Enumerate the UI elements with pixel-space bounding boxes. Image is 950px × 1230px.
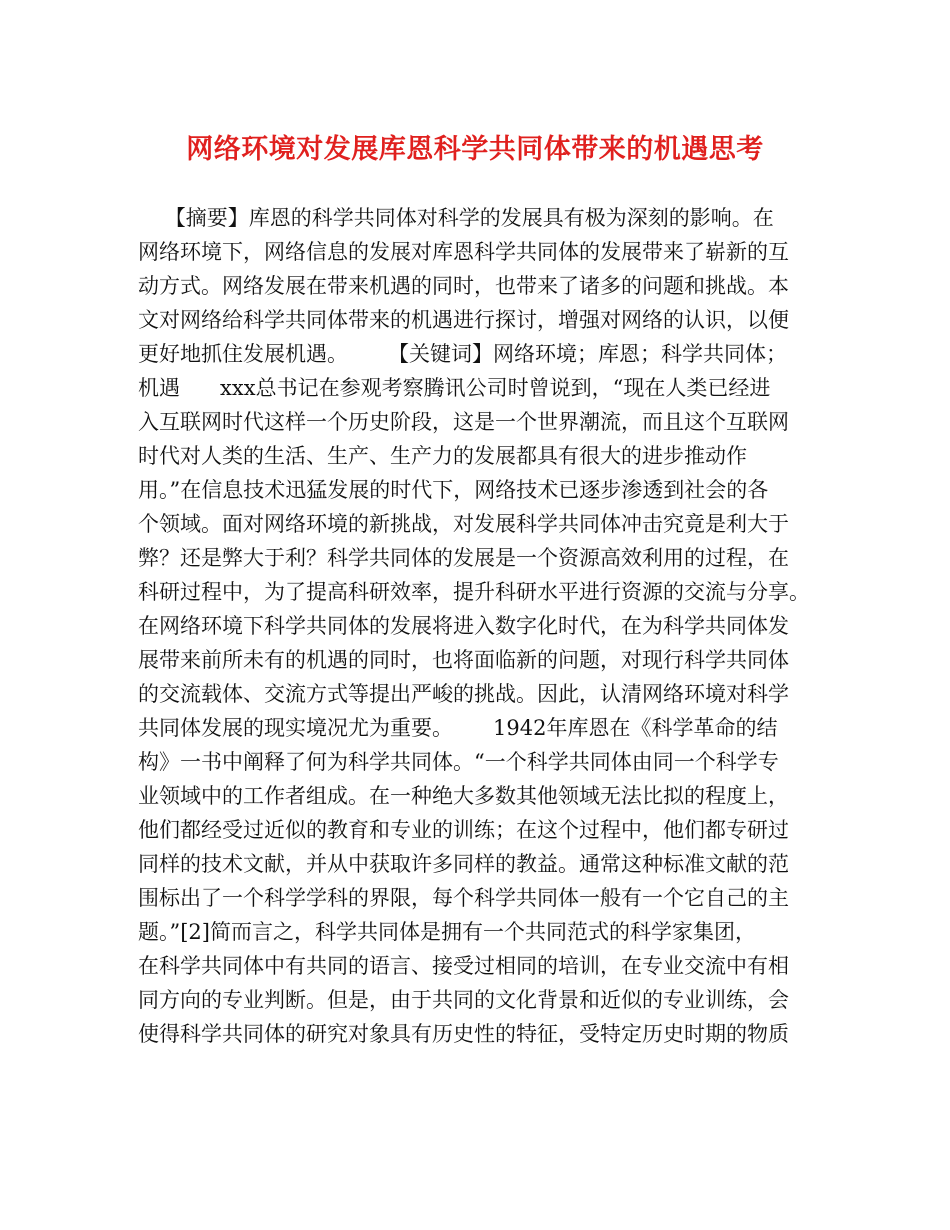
body-line: 动方式。网络发展在带来机遇的同时，也带来了诸多的问题和挑战。本 xyxy=(138,274,789,298)
body-line: 业领域中的工作者组成。在一种绝大多数其他领域无法比拟的程度上， xyxy=(138,784,789,808)
body-line: 时代对人类的生活、生产、生产力的发展都具有很大的进步推动作 xyxy=(138,444,747,468)
body-line: 科研过程中，为了提高科研效率，提升科研水平进行资源的交流与分享。 xyxy=(138,580,810,604)
body-line: 同样的技术文献，并从中获取许多同样的教益。通常这种标准文献的范 xyxy=(138,852,789,876)
body-line: 弊？还是弊大于利？科学共同体的发展是一个资源高效利用的过程，在 xyxy=(138,546,789,570)
body-line: 【摘要】库恩的科学共同体对科学的发展具有极为深刻的影响。在 xyxy=(138,206,774,230)
document-body xyxy=(138,201,828,1051)
body-line: 构》一书中阐释了何为科学共同体。“一个科学共同体由同一个科学专 xyxy=(138,750,779,774)
body-line: 在科学共同体中有共同的语言、接受过相同的培训，在专业交流中有相 xyxy=(138,954,789,978)
body-line: 的交流载体、交流方式等提出严峻的挑战。因此，认清网络环境对科学 xyxy=(138,682,789,706)
body-line: 共同体发展的现实境况尤为重要。 1942年库恩在《科学革命的结 xyxy=(138,716,778,740)
body-line: 文对网络给科学共同体带来的机遇进行探讨，增强对网络的认识，以便 xyxy=(138,308,789,332)
body-line: 同方向的专业判断。但是，由于共同的文化背景和近似的专业训练，会 xyxy=(138,988,789,1012)
body-line: 在网络环境下科学共同体的发展将进入数字化时代，在为科学共同体发 xyxy=(138,614,789,638)
body-line: 用。”在信息技术迅猛发展的时代下，网络技术已逐步渗透到社会的各 xyxy=(138,478,769,502)
body-line: 个领域。面对网络环境的新挑战，对发展科学共同体冲击究竟是利大于 xyxy=(138,512,789,536)
body-line: 围标出了一个科学学科的界限，每个科学共同体一般有一个它自己的主 xyxy=(138,886,789,910)
body-line: 题。”[2]简而言之，科学共同体是拥有一个共同范式的科学家集团， xyxy=(138,920,756,944)
body-line: 使得科学共同体的研究对象具有历史性的特征，受特定历史时期的物质 xyxy=(138,1022,789,1046)
body-line: 机遇 xxx总书记在参观考察腾讯公司时曾说到，“现在人类已经进 xyxy=(138,376,771,400)
body-line: 入互联网时代这样一个历史阶段，这是一个世界潮流，而且这个互联网 xyxy=(138,410,789,434)
body-line: 他们都经受过近似的教育和专业的训练；在这个过程中，他们都专研过 xyxy=(138,818,789,842)
body-line: 网络环境下，网络信息的发展对库恩科学共同体的发展带来了崭新的互 xyxy=(138,240,789,264)
body-line: 展带来前所未有的机遇的同时，也将面临新的问题，对现行科学共同体 xyxy=(138,648,789,672)
document-title: 网络环境对发展库恩科学共同体带来的机遇思考 xyxy=(186,134,764,165)
body-line: 更好地抓住发展机遇。 【关键词】网络环境；库恩；科学共同体； xyxy=(138,342,788,366)
